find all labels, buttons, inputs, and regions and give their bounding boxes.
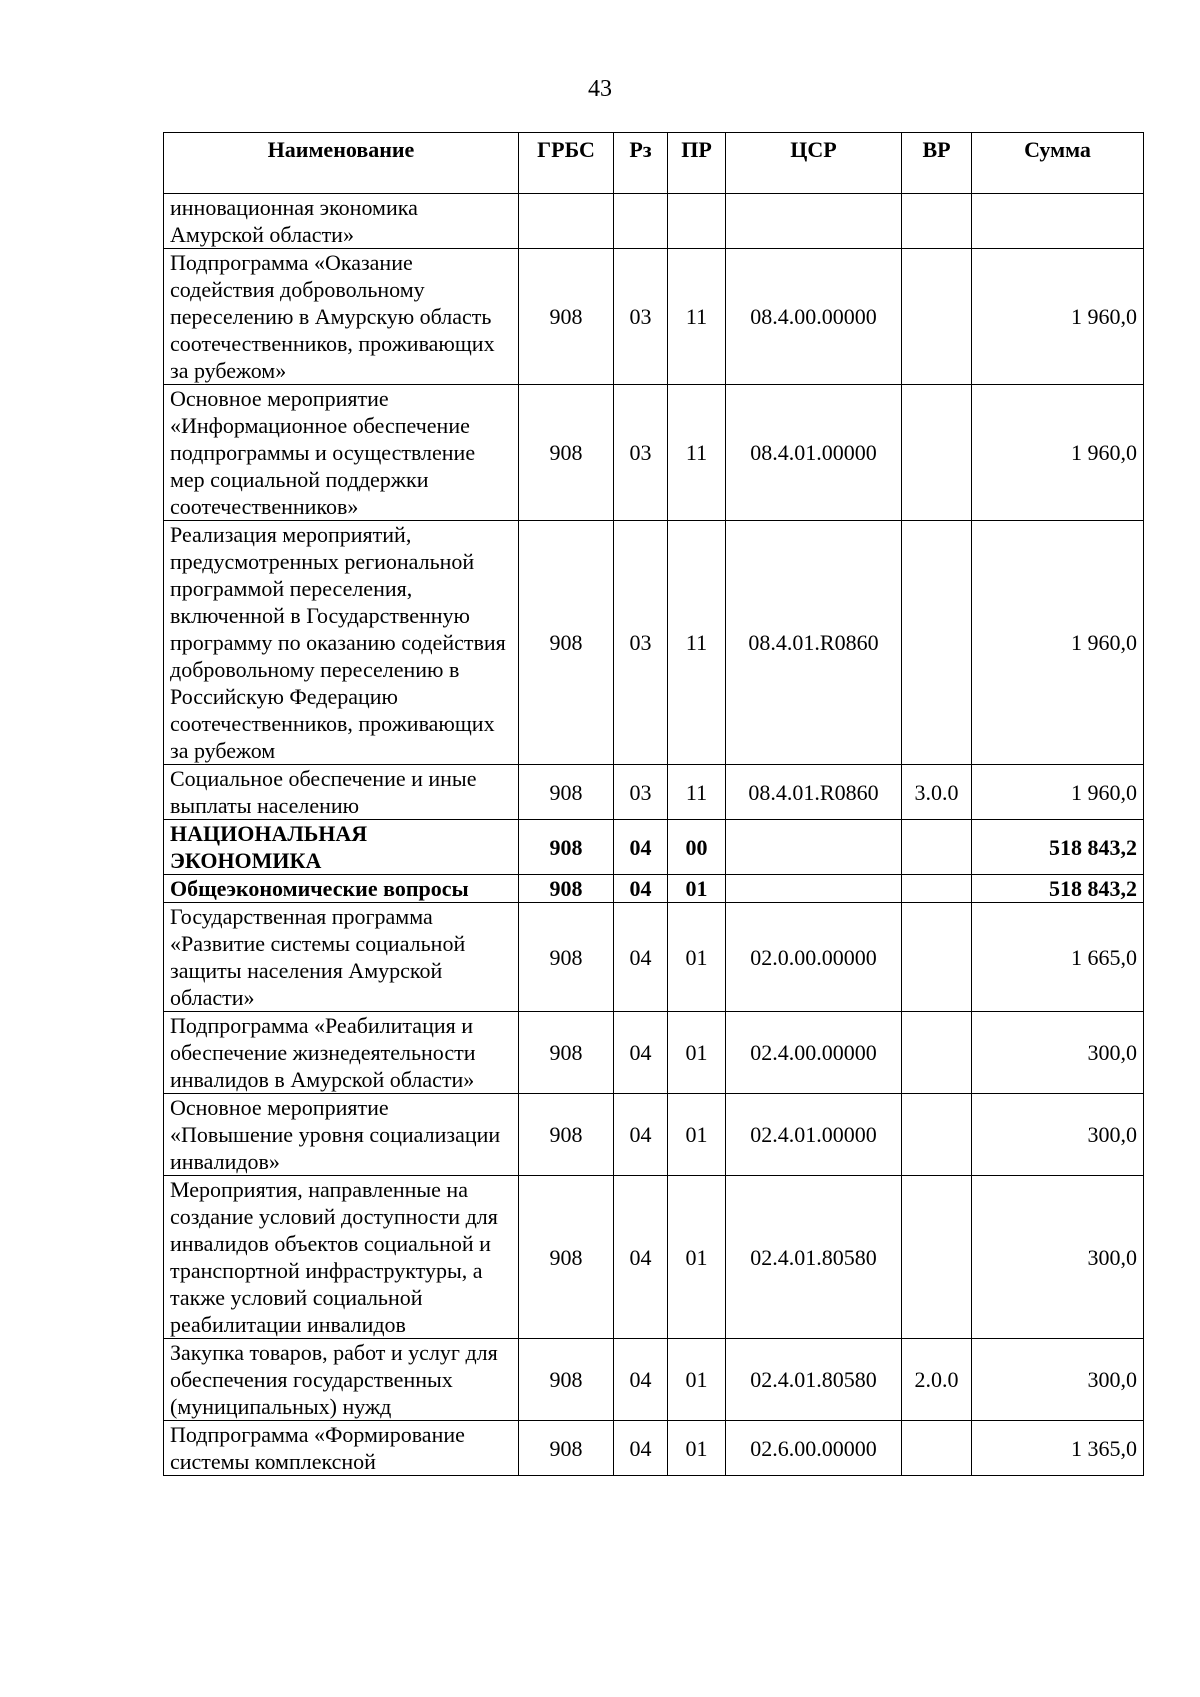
cell-pr: 11 — [668, 249, 726, 385]
cell-vr — [902, 903, 972, 1012]
header-name: Наименование — [164, 133, 519, 194]
cell-pr: 11 — [668, 765, 726, 820]
cell-vr — [902, 1421, 972, 1476]
cell-sum: 1 960,0 — [972, 765, 1144, 820]
cell-name: Государственная программа «Развитие системы социальной защиты населения Амурской области» — [164, 903, 519, 1012]
cell-name: Мероприятия, направленные на создание условий доступности для инвалидов объектов социальной и транспортной инфраструктуры, а также условий социальной реабилитации инвалидов — [164, 1176, 519, 1339]
cell-rz — [614, 194, 668, 249]
cell-rz: 03 — [614, 385, 668, 521]
cell-name: Реализация мероприятий, предусмотренных региональной программой переселения, включенной в Государственную программу по оказанию содействия добровольному переселению в Российскую Федерацию соотечественников, проживающих за рубежом — [164, 521, 519, 765]
cell-grbs: 908 — [519, 820, 614, 875]
cell-sum: 518 843,2 — [972, 875, 1144, 903]
cell-vr — [902, 1094, 972, 1176]
cell-csr: 02.4.00.00000 — [726, 1012, 902, 1094]
cell-name: Общеэкономические вопросы — [164, 875, 519, 903]
cell-csr: 02.4.01.80580 — [726, 1176, 902, 1339]
table-row — [164, 1339, 1144, 1421]
cell-rz: 03 — [614, 521, 668, 765]
budget-table — [163, 132, 1144, 1476]
cell-sum: 300,0 — [972, 1012, 1144, 1094]
cell-rz: 03 — [614, 249, 668, 385]
cell-grbs: 908 — [519, 1176, 614, 1339]
cell-pr: 00 — [668, 820, 726, 875]
cell-rz: 04 — [614, 1094, 668, 1176]
cell-pr: 01 — [668, 1176, 726, 1339]
cell-sum: 1 665,0 — [972, 903, 1144, 1012]
table-row — [164, 1176, 1144, 1339]
cell-csr: 08.4.01.R0860 — [726, 765, 902, 820]
cell-csr: 02.4.01.00000 — [726, 1094, 902, 1176]
cell-grbs: 908 — [519, 765, 614, 820]
header-grbs: ГРБС — [519, 133, 614, 194]
table-row — [164, 521, 1144, 765]
table-row — [164, 903, 1144, 1012]
cell-vr — [902, 249, 972, 385]
cell-vr — [902, 385, 972, 521]
cell-csr — [726, 875, 902, 903]
header-vr: ВР — [902, 133, 972, 194]
table-row — [164, 1421, 1144, 1476]
cell-sum: 300,0 — [972, 1176, 1144, 1339]
cell-name: НАЦИОНАЛЬНАЯ ЭКОНОМИКА — [164, 820, 519, 875]
table-row — [164, 765, 1144, 820]
table-row — [164, 820, 1144, 875]
cell-sum: 1 960,0 — [972, 521, 1144, 765]
cell-sum: 518 843,2 — [972, 820, 1144, 875]
cell-pr — [668, 194, 726, 249]
cell-csr: 08.4.01.00000 — [726, 385, 902, 521]
cell-pr: 01 — [668, 1094, 726, 1176]
cell-pr: 11 — [668, 521, 726, 765]
cell-sum — [972, 194, 1144, 249]
table-header-row — [164, 133, 1144, 194]
cell-rz: 04 — [614, 1421, 668, 1476]
header-rz: Рз — [614, 133, 668, 194]
cell-vr — [902, 194, 972, 249]
cell-grbs: 908 — [519, 1094, 614, 1176]
cell-grbs: 908 — [519, 1339, 614, 1421]
header-sum: Сумма — [972, 133, 1144, 194]
cell-vr: 2.0.0 — [902, 1339, 972, 1421]
cell-pr: 11 — [668, 385, 726, 521]
table-row — [164, 249, 1144, 385]
cell-pr: 01 — [668, 1339, 726, 1421]
cell-rz: 03 — [614, 765, 668, 820]
cell-name: Основное мероприятие «Информационное обеспечение подпрограммы и осуществление мер социальной поддержки соотечественников» — [164, 385, 519, 521]
cell-name: Подпрограмма «Реабилитация и обеспечение жизнедеятельности инвалидов в Амурской области» — [164, 1012, 519, 1094]
cell-vr — [902, 875, 972, 903]
table-row — [164, 385, 1144, 521]
cell-rz: 04 — [614, 903, 668, 1012]
cell-pr: 01 — [668, 875, 726, 903]
cell-name: Основное мероприятие «Повышение уровня социализации инвалидов» — [164, 1094, 519, 1176]
cell-grbs: 908 — [519, 1421, 614, 1476]
cell-grbs: 908 — [519, 521, 614, 765]
header-csr: ЦСР — [726, 133, 902, 194]
cell-csr: 08.4.01.R0860 — [726, 521, 902, 765]
cell-name: Социальное обеспечение и иные выплаты населению — [164, 765, 519, 820]
cell-rz: 04 — [614, 875, 668, 903]
table-row — [164, 1012, 1144, 1094]
cell-vr: 3.0.0 — [902, 765, 972, 820]
header-pr: ПР — [668, 133, 726, 194]
cell-rz: 04 — [614, 1176, 668, 1339]
cell-sum: 1 960,0 — [972, 385, 1144, 521]
cell-vr — [902, 1012, 972, 1094]
cell-sum: 300,0 — [972, 1094, 1144, 1176]
cell-csr — [726, 194, 902, 249]
cell-vr — [902, 521, 972, 765]
cell-vr — [902, 820, 972, 875]
cell-pr: 01 — [668, 1012, 726, 1094]
cell-grbs: 908 — [519, 385, 614, 521]
cell-name: инновационная экономика Амурской области» — [164, 194, 519, 249]
table-row — [164, 1094, 1144, 1176]
cell-csr: 02.4.01.80580 — [726, 1339, 902, 1421]
cell-grbs: 908 — [519, 249, 614, 385]
cell-name: Подпрограмма «Оказание содействия добровольному переселению в Амурскую область соотечественников, проживающих за рубежом» — [164, 249, 519, 385]
cell-sum: 300,0 — [972, 1339, 1144, 1421]
cell-sum: 1 365,0 — [972, 1421, 1144, 1476]
cell-sum: 1 960,0 — [972, 249, 1144, 385]
cell-rz: 04 — [614, 1012, 668, 1094]
cell-grbs — [519, 194, 614, 249]
cell-csr: 02.6.00.00000 — [726, 1421, 902, 1476]
cell-rz: 04 — [614, 1339, 668, 1421]
cell-grbs: 908 — [519, 903, 614, 1012]
cell-grbs: 908 — [519, 1012, 614, 1094]
cell-pr: 01 — [668, 903, 726, 1012]
cell-vr — [902, 1176, 972, 1339]
cell-csr: 02.0.00.00000 — [726, 903, 902, 1012]
table-row — [164, 194, 1144, 249]
table-row — [164, 875, 1144, 903]
cell-rz: 04 — [614, 820, 668, 875]
cell-csr — [726, 820, 902, 875]
page-number: 43 — [588, 76, 612, 102]
cell-name: Подпрограмма «Формирование системы комплексной — [164, 1421, 519, 1476]
cell-pr: 01 — [668, 1421, 726, 1476]
cell-grbs: 908 — [519, 875, 614, 903]
cell-name: Закупка товаров, работ и услуг для обеспечения государственных (муниципальных) нужд — [164, 1339, 519, 1421]
cell-csr: 08.4.00.00000 — [726, 249, 902, 385]
